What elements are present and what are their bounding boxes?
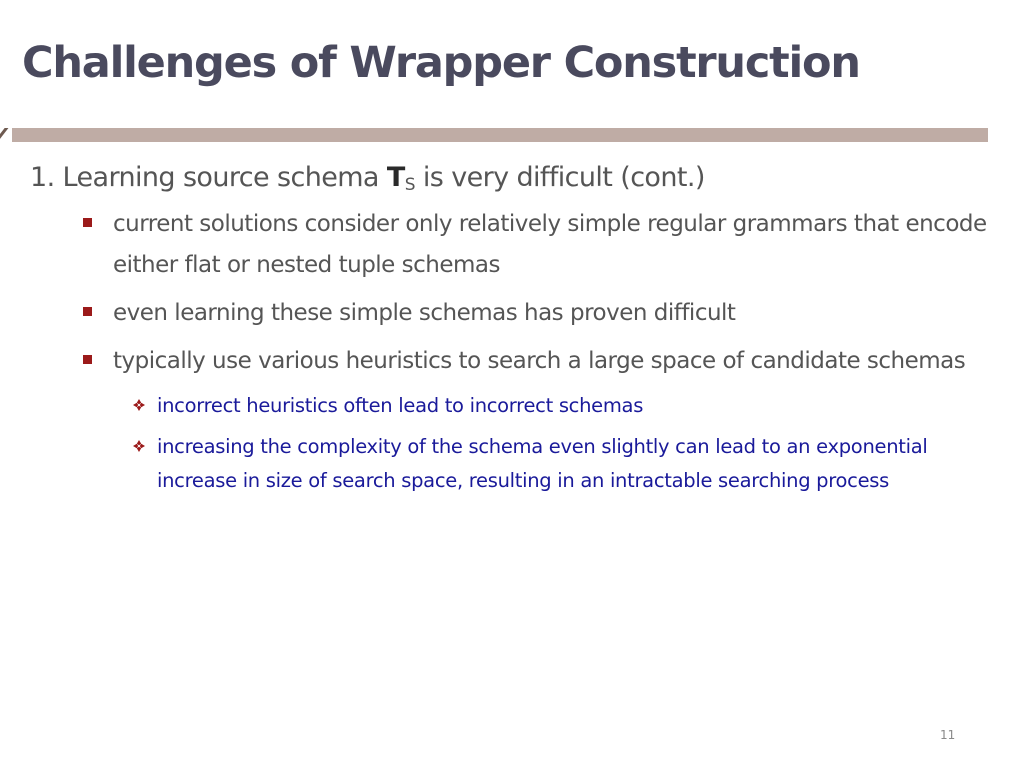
bullet-item <box>30 341 1000 382</box>
bullet-text: even learning these simple schemas has proven difficult <box>113 300 736 326</box>
main-point-prefix: 1. Learning source schema <box>30 162 387 193</box>
page-number: 11 <box>940 728 956 742</box>
bullet-item <box>30 293 1000 334</box>
sub-bullet-text: increasing the complexity of the schema even slightly can lead to an exponential increase in size of search space, resulting in an intractable searching process <box>157 435 928 492</box>
title-divider-bar <box>12 128 988 142</box>
sub-bullet-item <box>30 389 1000 423</box>
diamond-bullet-icon <box>132 439 146 453</box>
slide-body <box>30 158 1000 505</box>
bullet-item <box>30 204 1000 286</box>
schema-symbol: T <box>386 162 405 193</box>
bullet-text: typically use various heuristics to search a large space of candidate schemas <box>113 348 966 374</box>
square-bullet-icon <box>83 307 92 316</box>
bullet-list <box>30 204 1000 382</box>
main-point-suffix: is very difficult (cont.) <box>414 162 705 193</box>
sub-bullet-text: incorrect heuristics often lead to incorrect schemas <box>157 394 644 417</box>
square-bullet-icon <box>83 355 92 364</box>
bullet-text: current solutions consider only relatively simple regular grammars that encode either flat or nested tuple schemas <box>113 211 987 278</box>
sub-bullet-item <box>30 430 1000 498</box>
square-bullet-icon <box>83 218 92 227</box>
diamond-bullet-icon <box>132 398 146 412</box>
schema-subscript: S <box>404 175 415 195</box>
slide-title: Challenges of Wrapper Construction <box>22 38 860 88</box>
title-bar-accent <box>0 128 14 158</box>
main-point <box>30 158 1000 198</box>
sub-bullet-list <box>30 389 1000 498</box>
